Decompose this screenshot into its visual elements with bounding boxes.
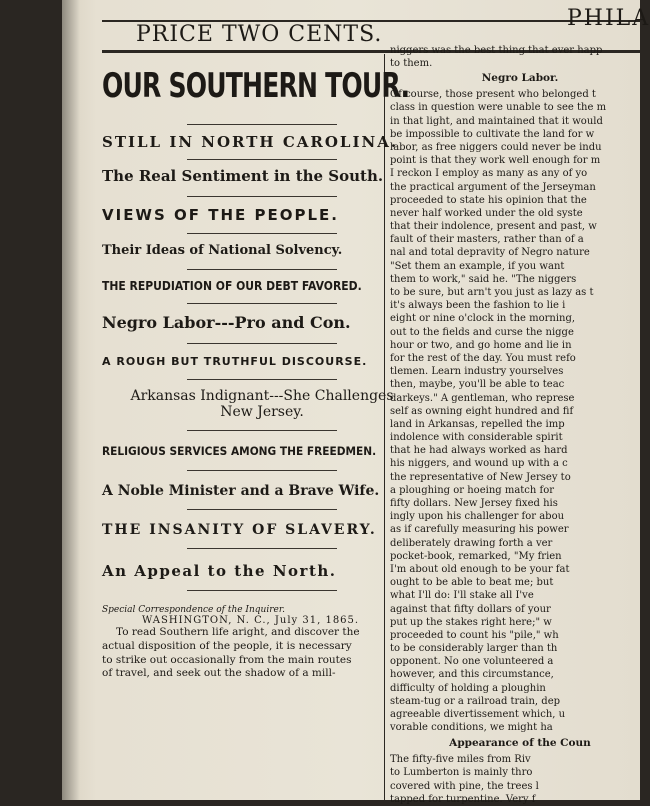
right-column-line: to them.	[390, 58, 433, 70]
right-column-subhead: Negro Labor.	[481, 72, 559, 85]
right-column-line: pocket-book, remarked, "My frien	[390, 550, 562, 562]
deck-separator	[187, 343, 337, 344]
right-column-line: to Lumberton is mainly thro	[390, 767, 533, 779]
deck-line: Negro Labor---Pro and Con.	[102, 313, 351, 333]
city-masthead-fragment: PHILA	[567, 6, 650, 31]
right-column-line: self as owning eight hundred and fif	[390, 405, 574, 417]
deck-line: Arkansas Indignant---She Challenges New Jersey.	[130, 387, 394, 420]
right-column-line: then, maybe, you'll be able to teac	[390, 379, 565, 391]
right-column-line: put up the stakes right here;" w	[390, 616, 552, 628]
deck-line: Their Ideas of National Solvency.	[102, 242, 343, 258]
right-column-line: covered with pine, the trees l	[390, 780, 539, 792]
right-column-line: class in question were unable to see the m	[390, 102, 607, 114]
deck-separator	[187, 233, 337, 234]
dateline: WASHINGTON, N. C., July 31, 1865.	[142, 615, 360, 627]
right-column-block	[390, 753, 650, 806]
right-column-block	[390, 44, 650, 70]
deck-line: VIEWS OF THE PEOPLE.	[102, 205, 339, 224]
deck-separator	[187, 124, 337, 125]
right-column-line: it's always been the fashion to lie i	[390, 300, 566, 312]
deck-line: The Real Sentiment in the South.	[102, 167, 384, 186]
right-column-subhead: Appearance of the Coun	[449, 737, 591, 750]
deck-line: RELIGIOUS SERVICES AMONG THE FREEDMEN.	[102, 443, 377, 458]
right-column-line: "Set them an example, if you want	[390, 260, 565, 272]
newspaper-page	[62, 0, 650, 805]
right-column-line: that he had always worked as hard	[390, 445, 568, 457]
right-column-line: niggers was the best thing that ever happ	[390, 45, 603, 56]
right-column-line: the practical argument of the Jerseyman	[390, 181, 596, 193]
body-line: actual disposition of the people, it is necessary	[102, 640, 352, 652]
right-column-line: indolence with considerable spirit	[390, 432, 563, 444]
right-column-line: proceeded to state his opinion that the	[390, 194, 587, 206]
right-column-line: them to work," said he. "The niggers	[390, 273, 577, 285]
deck-separator	[187, 379, 337, 380]
right-column-line: fifty dollars. New Jersey fixed his	[390, 498, 558, 510]
body-line: of travel, and seek out the shadow of a mill-	[102, 667, 336, 680]
right-column-line: a ploughing or hoeing match for	[390, 484, 555, 496]
right-column-line: in that light, and maintained that it would	[390, 115, 603, 127]
deck-line: An Appeal to the North.	[102, 562, 337, 581]
right-column-line: ought to be able to beat me; but	[390, 577, 554, 589]
right-column-line: what I'll do: I'll stake all I've	[390, 590, 534, 602]
right-column-line: however, and this circumstance,	[390, 669, 554, 681]
right-column-line: eight or nine o'clock in the morning,	[390, 313, 576, 325]
deck-separator	[187, 430, 337, 431]
right-column-line: against that fifty dollars of your	[390, 603, 551, 615]
deck-line: A Noble Minister and a Brave Wife.	[102, 482, 380, 499]
price-label: PRICE TWO CENTS.	[136, 22, 383, 47]
right-column-line: I reckon I employ as many as any of yo	[390, 168, 588, 180]
body-line: To read Southern life aright, and discover the	[116, 626, 360, 639]
right-column-line: labor, as free niggers could never be indu	[390, 141, 602, 153]
right-column-line: vorable conditions, we might ha	[390, 722, 553, 734]
deck-separator	[187, 509, 337, 510]
deck-separator	[187, 303, 337, 304]
right-column-line: darkeys." A gentleman, who represe	[390, 392, 575, 404]
article-body	[102, 626, 422, 681]
deck-separator	[187, 590, 337, 591]
right-column-line: the representative of New Jersey to	[390, 471, 571, 483]
right-column-line: ingly upon his challenger for abou	[390, 511, 565, 523]
right-column-line: point is that they work well enough for m	[390, 155, 601, 167]
deck-separator	[187, 470, 337, 471]
right-column-line: to be sure, but arn't you just as lazy as t	[390, 287, 594, 299]
right-column	[390, 44, 650, 806]
right-column-line: never half worked under the old syste	[390, 207, 583, 219]
deck-line: THE INSANITY OF SLAVERY.	[102, 522, 377, 539]
right-column-line: The fifty-five miles from Riv	[390, 754, 531, 766]
right-column-line: his niggers, and wound up with a c	[390, 458, 568, 470]
body-line: to strike out occasionally from the main routes	[102, 653, 352, 666]
right-column-line: opponent. No one volunteered a	[390, 656, 554, 668]
right-column-line: deliberately drawing forth a ver	[390, 537, 553, 549]
right-column-line: hour or two, and go home and lie in	[390, 339, 572, 351]
right-column-line: I'm about old enough to be your fat	[390, 563, 570, 575]
right-column-line: tapped for turpentine. Very f	[390, 793, 536, 805]
page-fold-shadow	[62, 0, 80, 800]
deck-separator	[187, 196, 337, 197]
right-column-line: that their indolence, present and past, w	[390, 221, 597, 233]
right-column-line: to be considerably larger than th	[390, 643, 558, 655]
right-column-line: be impossible to cultivate the land for w	[390, 128, 595, 140]
right-column-line: for the rest of the day. You must refo	[390, 352, 576, 364]
deck-line: THE REPUDIATION OF OUR DEBT FAVORED.	[102, 278, 362, 293]
right-column-line: out to the fields and curse the nigge	[390, 326, 574, 338]
right-column-line: fault of their masters, rather than of a	[390, 234, 584, 246]
deck-line: A ROUGH BUT TRUTHFUL DISCOURSE.	[102, 354, 368, 368]
deck-separator	[187, 548, 337, 549]
deck-line: STILL IN NORTH CAROLINA.	[102, 133, 399, 151]
right-column-line: agreeable divertissement which, u	[390, 709, 566, 721]
right-column-line: land in Arkansas, repelled the imp	[390, 418, 565, 430]
right-column-line: tlemen. Learn industry yourselves	[390, 366, 564, 378]
byline: Special Correspondence of the Inquirer.	[102, 605, 286, 616]
deck-separator	[187, 269, 337, 270]
right-column-line: steam-tug or a railroad train, dep	[390, 695, 561, 707]
right-column-line: Of course, those present who belonged t	[390, 89, 596, 101]
right-column-line: as if carefully measuring his power	[390, 524, 569, 536]
deck-separator	[187, 159, 337, 160]
right-column-line: difficulty of holding a ploughin	[390, 682, 546, 694]
article-headline: OUR SOUTHERN TOUR.	[102, 66, 410, 106]
right-column-block	[390, 88, 650, 734]
article-column	[102, 58, 422, 681]
right-column-line: proceeded to count his "pile," wh	[390, 629, 559, 641]
right-column-line: nal and total depravity of Negro nature	[390, 247, 590, 259]
